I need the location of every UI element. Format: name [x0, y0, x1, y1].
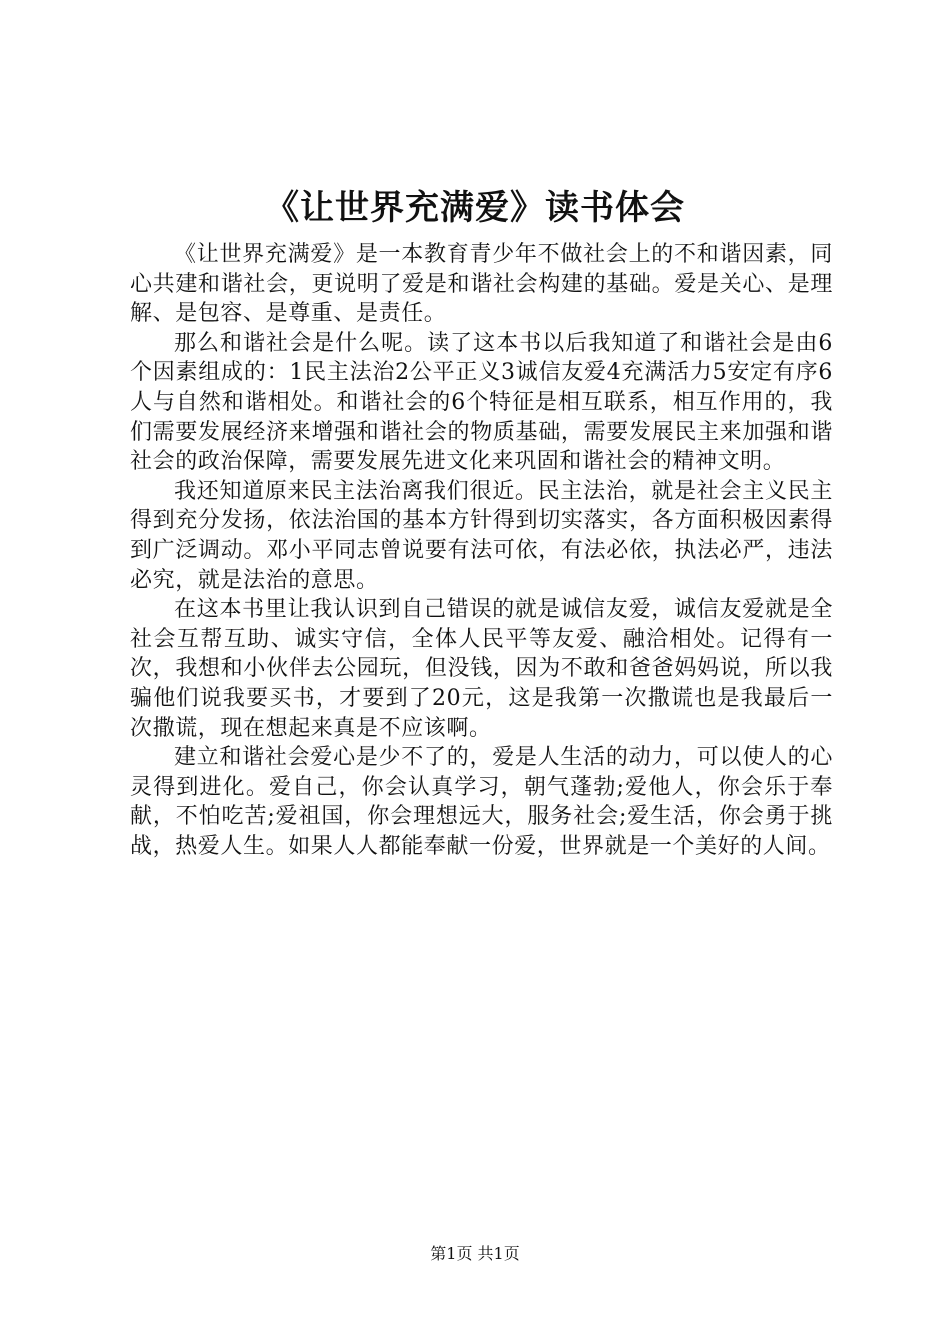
paragraph-2: 那么和谐社会是什么呢。读了这本书以后我知道了和谐社会是由6个因素组成的：1民主法治2公平正义3诚信友爱4充满活力5安定有序6人与自然和谐相处。和谐社会的6个特征是相互联系，相互作用的，我们需要发展经济来增强和谐社会的物质基础，需要发展民主来加强和谐社会的政治保障，需要发展先进文化来巩固和谐社会的精神文明。	[130, 330, 833, 475]
paragraph-1: 《让世界充满爱》是一本教育青少年不做社会上的不和谐因素，同心共建和谐社会，更说明了爱是和谐社会构建的基础。爱是关心、是理解、是包容、是尊重、是责任。	[130, 242, 833, 327]
paragraph-5: 建立和谐社会爱心是少不了的，爱是人生活的动力，可以使人的心灵得到进化。爱自己，你会认真学习，朝气蓬勃;爱他人，你会乐于奉献，不怕吃苦;爱祖国，你会理想远大，服务社会;爱生活，你会勇于挑战，热爱人生。如果人人都能奉献一份爱，世界就是一个美好的人间。	[130, 745, 833, 859]
document-title: 《让世界充满爱》读书体会	[265, 188, 685, 228]
page-footer: 第1页 共1页	[430, 1244, 520, 1263]
paragraph-3: 我还知道原来民主法治离我们很近。民主法治，就是社会主义民主得到充分发扬，依法治国的基本方针得到切实落实，各方面积极因素得到广泛调动。邓小平同志曾说要有法可依，有法必依，执法必严，违法必究，就是法治的意思。	[130, 478, 833, 593]
paragraph-4: 在这本书里让我认识到自己错误的就是诚信友爱，诚信友爱就是全社会互帮互助、诚实守信，全体人民平等友爱、融洽相处。记得有一次，我想和小伙伴去公园玩，但没钱，因为不敢和爸爸妈妈说，所以我骗他们说我要买书，才要到了20元，这是我第一次撒谎也是我最后一次撒谎，现在想起来真是不应该啊。	[130, 597, 833, 741]
document-body	[130, 240, 833, 861]
